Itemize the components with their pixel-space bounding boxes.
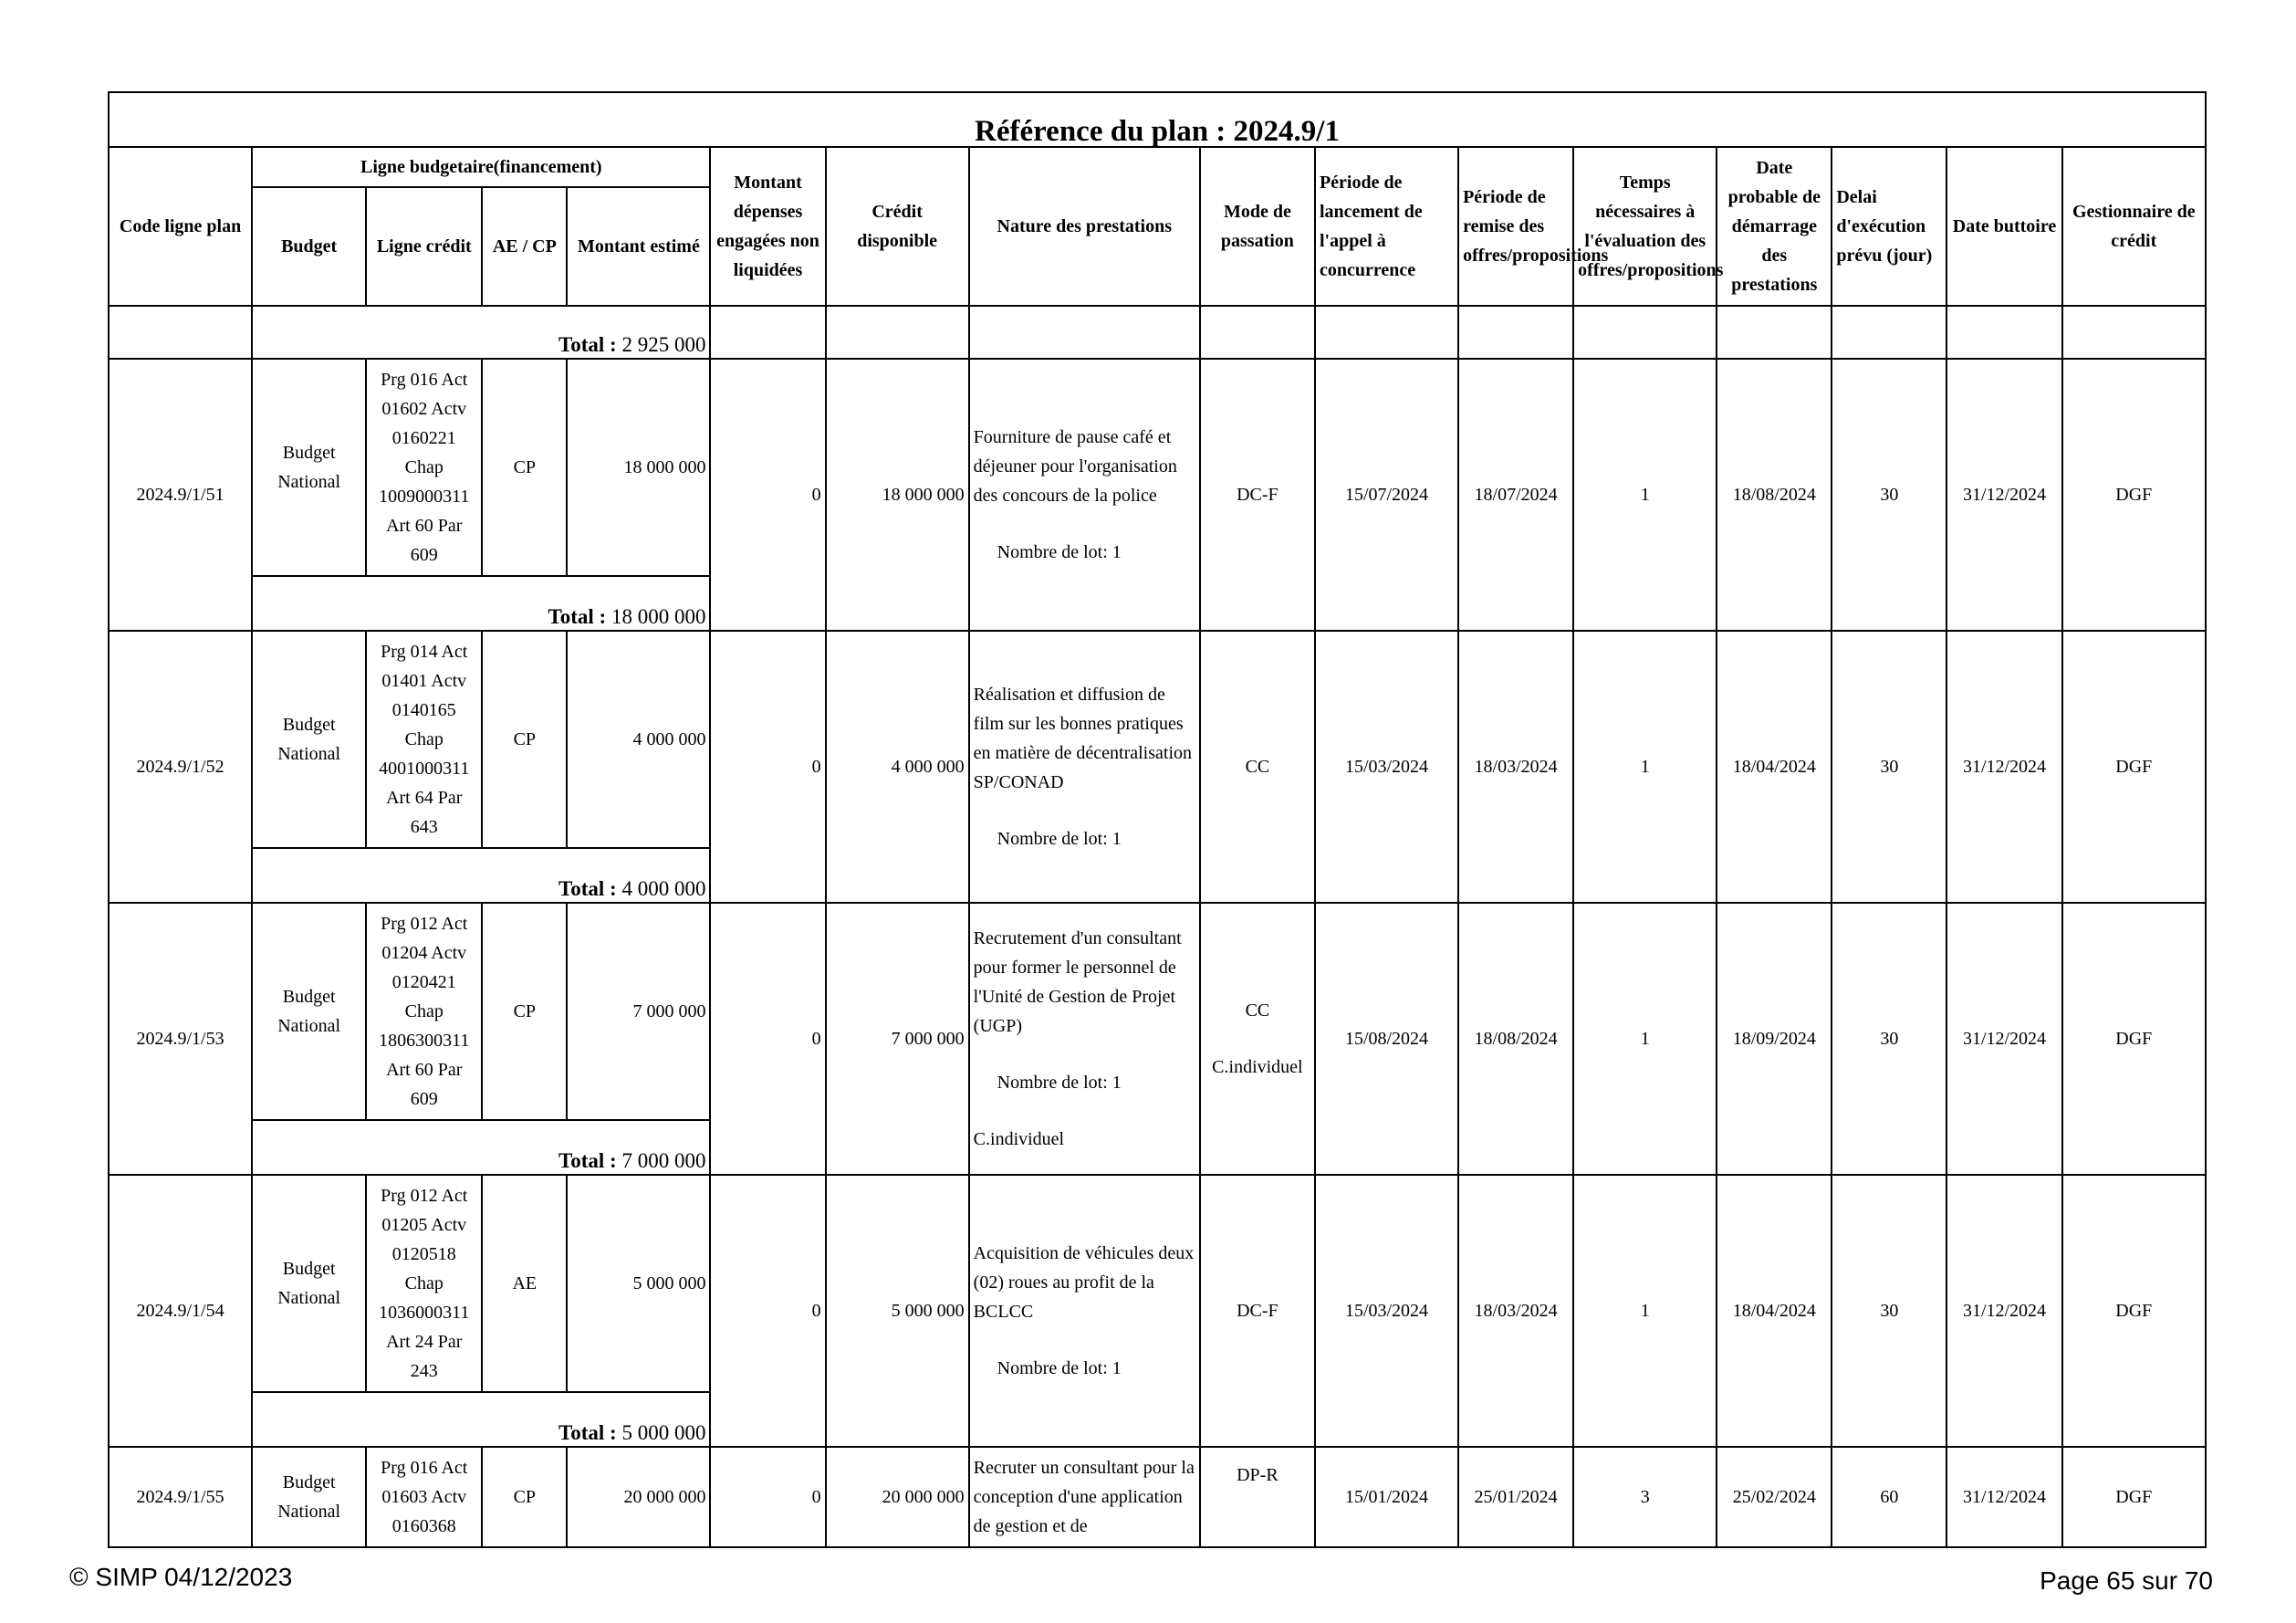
header-ligne-credit: Ligne crédit: [366, 187, 482, 306]
total-value: 5 000 000: [621, 1421, 706, 1444]
ae-cp-cell: CP: [482, 631, 567, 848]
remise-cell: 18/08/2024: [1458, 903, 1573, 1175]
header-nature: Nature des prestations: [969, 147, 1200, 306]
code-cell: 2024.9/1/51: [109, 359, 252, 631]
nature-cell: [969, 359, 1200, 631]
empty-cell: [1717, 306, 1832, 359]
buttoire-cell: 31/12/2024: [1946, 631, 2061, 903]
temps-cell: 1: [1573, 1175, 1717, 1447]
total-label: Total :: [548, 605, 607, 628]
demarrage-cell: 18/04/2024: [1717, 1175, 1832, 1447]
empty-cell: [1458, 306, 1573, 359]
header-temps: Temps nécessaires à l'évaluation des offres/propositions: [1573, 147, 1717, 306]
ligne-credit-cell: Prg 016 Act 01602 Actv 0160221 Chap 1009000311 Art 60 Par 609: [366, 359, 482, 576]
gestionnaire-cell: DGF: [2062, 359, 2206, 631]
delai-cell: 60: [1832, 1447, 1946, 1547]
row-total-cell: [252, 1120, 710, 1175]
plan-row-partial: [109, 1447, 2206, 1547]
budget-cell: Budget National: [252, 1175, 366, 1392]
plan-title: Référence du plan : 2024.9/1: [109, 92, 2206, 147]
demarrage-cell: 18/08/2024: [1717, 359, 1832, 631]
ligne-credit-cell: Prg 012 Act 01205 Actv 0120518 Chap 1036000311 Art 24 Par 243: [366, 1175, 482, 1392]
gestionnaire-cell: DGF: [2062, 903, 2206, 1175]
header-delai: Delai d'exécution prévu (jour): [1832, 147, 1946, 306]
nature-cell: Recruter un consultant pour la conception d'une application de gestion et de: [969, 1447, 1200, 1547]
total-label: Total :: [558, 877, 617, 900]
header-date-buttoire: Date buttoire: [1946, 147, 2061, 306]
header-credit-disponible: Crédit disponible: [826, 147, 969, 306]
nature-text: Fourniture de pause café et déjeuner pour l'organisation des concours de la police: [973, 427, 1177, 506]
montant-estime-cell: 7 000 000: [567, 903, 710, 1120]
montant-estime-cell: 18 000 000: [567, 359, 710, 576]
lancement-cell: 15/03/2024: [1315, 1175, 1458, 1447]
empty-cell: [710, 306, 825, 359]
montant-estime-cell: 4 000 000: [567, 631, 710, 848]
header-ligne-budgetaire: Ligne budgetaire(financement): [252, 147, 710, 187]
delai-cell: 30: [1832, 1175, 1946, 1447]
header-periode-remise: Période de remise des offres/propositions: [1458, 147, 1573, 306]
footer-copyright: © SIMP 04/12/2023: [69, 1563, 293, 1591]
nature-cell: [969, 903, 1200, 1175]
plan-row: [109, 631, 2206, 848]
budget-cell: Budget National: [252, 631, 366, 848]
buttoire-cell: 31/12/2024: [1946, 1447, 2061, 1547]
row-total-cell: [252, 576, 710, 631]
delai-cell: 30: [1832, 631, 1946, 903]
buttoire-cell: 31/12/2024: [1946, 903, 2061, 1175]
montant-depenses-cell: 0: [710, 903, 825, 1175]
credit-disponible-cell: 7 000 000: [826, 903, 969, 1175]
empty-cell: [1315, 306, 1458, 359]
budget-cell: Budget National: [252, 1447, 366, 1547]
nature-text: Recrutement d'un consultant pour former le personnel de l'Unité de Gestion de Projet (UGP): [973, 928, 1182, 1036]
header-budget: Budget: [252, 187, 366, 306]
initial-total-row: [109, 306, 2206, 359]
code-cell: 2024.9/1/52: [109, 631, 252, 903]
row-total-cell: [252, 1392, 710, 1447]
lancement-cell: 15/03/2024: [1315, 631, 1458, 903]
plan-row: [109, 903, 2206, 1120]
nature-text: Réalisation et diffusion de film sur les bonnes pratiques en matière de décentralisation SP/CONAD: [973, 685, 1192, 792]
mode-cell: DP-R: [1200, 1447, 1315, 1547]
mode-cell: [1200, 903, 1315, 1175]
row-total-cell: [252, 848, 710, 903]
budget-cell: Budget National: [252, 359, 366, 576]
lot-count: Nombre de lot: 1: [997, 542, 1122, 562]
ae-cp-cell: CP: [482, 359, 567, 576]
lancement-cell: 15/01/2024: [1315, 1447, 1458, 1547]
empty-cell: [1832, 306, 1946, 359]
empty-cell: [1200, 306, 1315, 359]
header-gestionnaire: Gestionnaire de crédit: [2062, 147, 2206, 306]
code-cell: 2024.9/1/53: [109, 903, 252, 1175]
mode-value: DC-F: [1237, 1301, 1278, 1321]
header-montant-estime: Montant estimé: [567, 187, 710, 306]
mode-cell: [1200, 1175, 1315, 1447]
gestionnaire-cell: DGF: [2062, 1447, 2206, 1547]
gestionnaire-cell: DGF: [2062, 1175, 2206, 1447]
delai-cell: 30: [1832, 359, 1946, 631]
buttoire-cell: 31/12/2024: [1946, 1175, 2061, 1447]
mode-value: CC: [1245, 757, 1270, 777]
code-cell: 2024.9/1/54: [109, 1175, 252, 1447]
remise-cell: 18/03/2024: [1458, 631, 1573, 903]
total-value: 2 925 000: [621, 333, 706, 356]
total-label: Total :: [558, 333, 617, 356]
mode-cell: [1200, 631, 1315, 903]
temps-cell: 3: [1573, 1447, 1717, 1547]
buttoire-cell: 31/12/2024: [1946, 359, 2061, 631]
credit-disponible-cell: 5 000 000: [826, 1175, 969, 1447]
empty-cell: [1946, 306, 2061, 359]
demarrage-cell: 25/02/2024: [1717, 1447, 1832, 1547]
ae-cp-cell: CP: [482, 1447, 567, 1547]
total-label: Total :: [558, 1421, 617, 1444]
temps-cell: 1: [1573, 903, 1717, 1175]
procurement-plan-table: [108, 91, 2207, 1548]
mode-value: DC-F: [1237, 485, 1278, 505]
header-date-demarrage: Date probable de démarrage des prestations: [1717, 147, 1832, 306]
header-ae-cp: AE / CP: [482, 187, 567, 306]
delai-cell: 30: [1832, 903, 1946, 1175]
code-cell: 2024.9/1/55: [109, 1447, 252, 1547]
montant-depenses-cell: 0: [710, 1175, 825, 1447]
total-label: Total :: [558, 1149, 617, 1172]
nature-text: Acquisition de véhicules deux (02) roues au profit de la BCLCC: [973, 1243, 1195, 1322]
gestionnaire-cell: DGF: [2062, 631, 2206, 903]
lot-count: Nombre de lot: 1: [997, 1358, 1122, 1378]
empty-cell: [826, 306, 969, 359]
plan-body: [109, 306, 2206, 1547]
montant-depenses-cell: 0: [710, 631, 825, 903]
temps-cell: 1: [1573, 359, 1717, 631]
empty-cell: [1573, 306, 1717, 359]
mode-value: CC: [1245, 1000, 1270, 1021]
lancement-cell: 15/07/2024: [1315, 359, 1458, 631]
demarrage-cell: 18/09/2024: [1717, 903, 1832, 1175]
lancement-cell: 15/08/2024: [1315, 903, 1458, 1175]
lot-count: Nombre de lot: 1: [997, 829, 1122, 849]
ae-cp-cell: AE: [482, 1175, 567, 1392]
ae-cp-cell: CP: [482, 903, 567, 1120]
remise-cell: 25/01/2024: [1458, 1447, 1573, 1547]
budget-cell: Budget National: [252, 903, 366, 1120]
temps-cell: 1: [1573, 631, 1717, 903]
montant-depenses-cell: 0: [710, 359, 825, 631]
nature-cell: [969, 631, 1200, 903]
montant-depenses-cell: 0: [710, 1447, 825, 1547]
header-code: Code ligne plan: [109, 147, 252, 306]
nature-extra: C.individuel: [973, 1129, 1065, 1149]
mode-cell: [1200, 359, 1315, 631]
ligne-credit-cell: Prg 012 Act 01204 Actv 0120421 Chap 1806300311 Art 60 Par 609: [366, 903, 482, 1120]
remise-cell: 18/07/2024: [1458, 359, 1573, 631]
plan-row: [109, 359, 2206, 576]
montant-estime-cell: 5 000 000: [567, 1175, 710, 1392]
ligne-credit-cell: Prg 016 Act 01603 Actv 0160368: [366, 1447, 482, 1547]
total-value: 18 000 000: [611, 605, 706, 628]
mode-extra: C.individuel: [1212, 1057, 1303, 1077]
total-value: 4 000 000: [621, 877, 706, 900]
lot-count: Nombre de lot: 1: [997, 1073, 1122, 1093]
ligne-credit-cell: Prg 014 Act 01401 Actv 0140165 Chap 4001000311 Art 64 Par 643: [366, 631, 482, 848]
plan-row: [109, 1175, 2206, 1392]
initial-total-cell: [252, 306, 710, 359]
nature-cell: [969, 1175, 1200, 1447]
montant-estime-cell: 20 000 000: [567, 1447, 710, 1547]
remise-cell: 18/03/2024: [1458, 1175, 1573, 1447]
total-value: 7 000 000: [621, 1149, 706, 1172]
credit-disponible-cell: 20 000 000: [826, 1447, 969, 1547]
empty-cell: [2062, 306, 2206, 359]
header-mode: Mode de passation: [1200, 147, 1315, 306]
footer-page-number: Page 65 sur 70: [2040, 1566, 2213, 1595]
header-montant-depenses: Montant dépenses engagées non liquidées: [710, 147, 825, 306]
credit-disponible-cell: 4 000 000: [826, 631, 969, 903]
empty-cell: [109, 306, 252, 359]
demarrage-cell: 18/04/2024: [1717, 631, 1832, 903]
credit-disponible-cell: 18 000 000: [826, 359, 969, 631]
header-periode-lancement: Période de lancement de l'appel à concurrence: [1315, 147, 1458, 306]
empty-cell: [969, 306, 1200, 359]
